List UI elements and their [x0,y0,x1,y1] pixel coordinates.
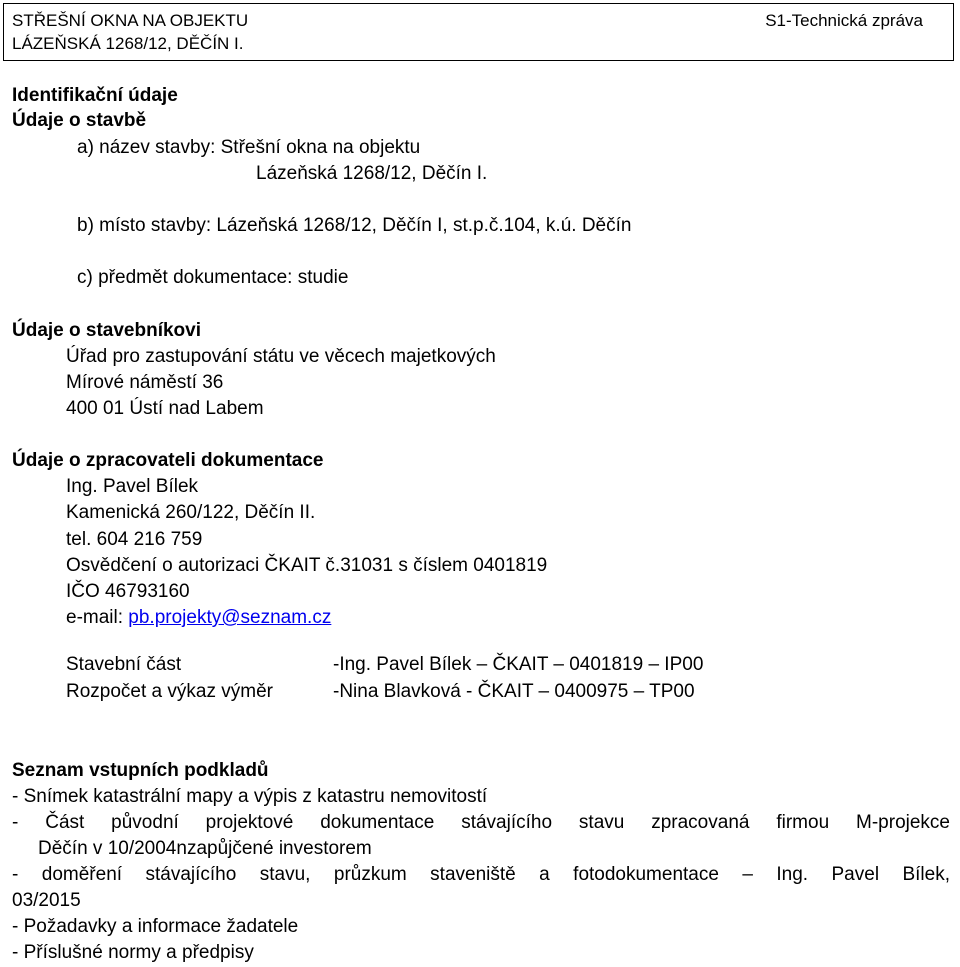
stavba-name-line2: Lázeňská 1268/12, Děčín I. [256,163,488,184]
email-label: e-mail: [66,607,129,628]
zpracovatel-line: Kamenická 260/122, Děčín II. [66,502,316,523]
podklady-item: - Snímek katastrální mapy a výpis z katastru nemovitostí [12,786,488,807]
stavba-location: b) místo stavby: Lázeňská 1268/12, Děčín I, st.p.č.104, k.ú. Děčín [77,215,632,236]
header-project-line1: STŘEŠNÍ OKNA NA OBJEKTU [12,11,249,30]
podklady-item: - Požadavky a informace žadatele [12,916,299,937]
stavebnik-line: Úřad pro zastupování státu ve věcech majetkových [66,346,496,367]
podklady-item-continued: Děčín v 10/2004nzapůjčené investorem [38,838,372,859]
zpracovatel-line: Ing. Pavel Bílek [66,476,199,497]
doc-subject: c) předmět dokumentace: studie [77,267,349,288]
email-link[interactable]: pb.projekty@seznam.cz [128,607,332,628]
podklady-item: - Příslušné normy a předpisy [12,942,254,963]
zpracovatel-line: tel. 604 216 759 [66,529,203,550]
podklady-item: - doměření stávajícího stavu, průzkum staveniště a fotodokumentace – Ing. Pavel Bílek, [12,864,950,885]
stavba-name-line1: a) název stavby: Střešní okna na objektu [77,137,421,158]
stavebnik-line: 400 01 Ústí nad Labem [66,398,264,419]
part-person: -Ing. Pavel Bílek – ČKAIT – 0401819 – IP00 [333,654,704,675]
podklady-item-continued: 03/2015 [12,890,81,911]
stavba-heading: Údaje o stavbě [12,110,147,131]
ident-heading: Identifikační údaje [12,85,178,106]
stavebnik-heading: Údaje o stavebníkovi [12,320,202,341]
email-row [66,606,331,630]
zpracovatel-heading: Údaje o zpracovateli dokumentace [12,450,324,471]
stavebnik-line: Mírové náměstí 36 [66,372,224,393]
page-header [3,3,954,61]
header-project-line2: LÁZEŇSKÁ 1268/12, DĚČÍN I. [12,34,244,53]
podklady-heading: Seznam vstupních podkladů [12,760,269,781]
podklady-item: - Část původní projektové dokumentace stávajícího stavu zpracovaná firmou M-projekce [12,812,950,833]
header-doc-type: S1-Technická zpráva [765,11,923,30]
zpracovatel-line: Osvědčení o autorizaci ČKAIT č.31031 s číslem 0401819 [66,555,548,576]
part-name: Stavební část [66,654,182,675]
part-person: -Nina Blavková - ČKAIT – 0400975 – TP00 [333,681,695,702]
zpracovatel-line: IČO 46793160 [66,581,190,602]
part-name: Rozpočet a výkaz výměr [66,681,273,702]
